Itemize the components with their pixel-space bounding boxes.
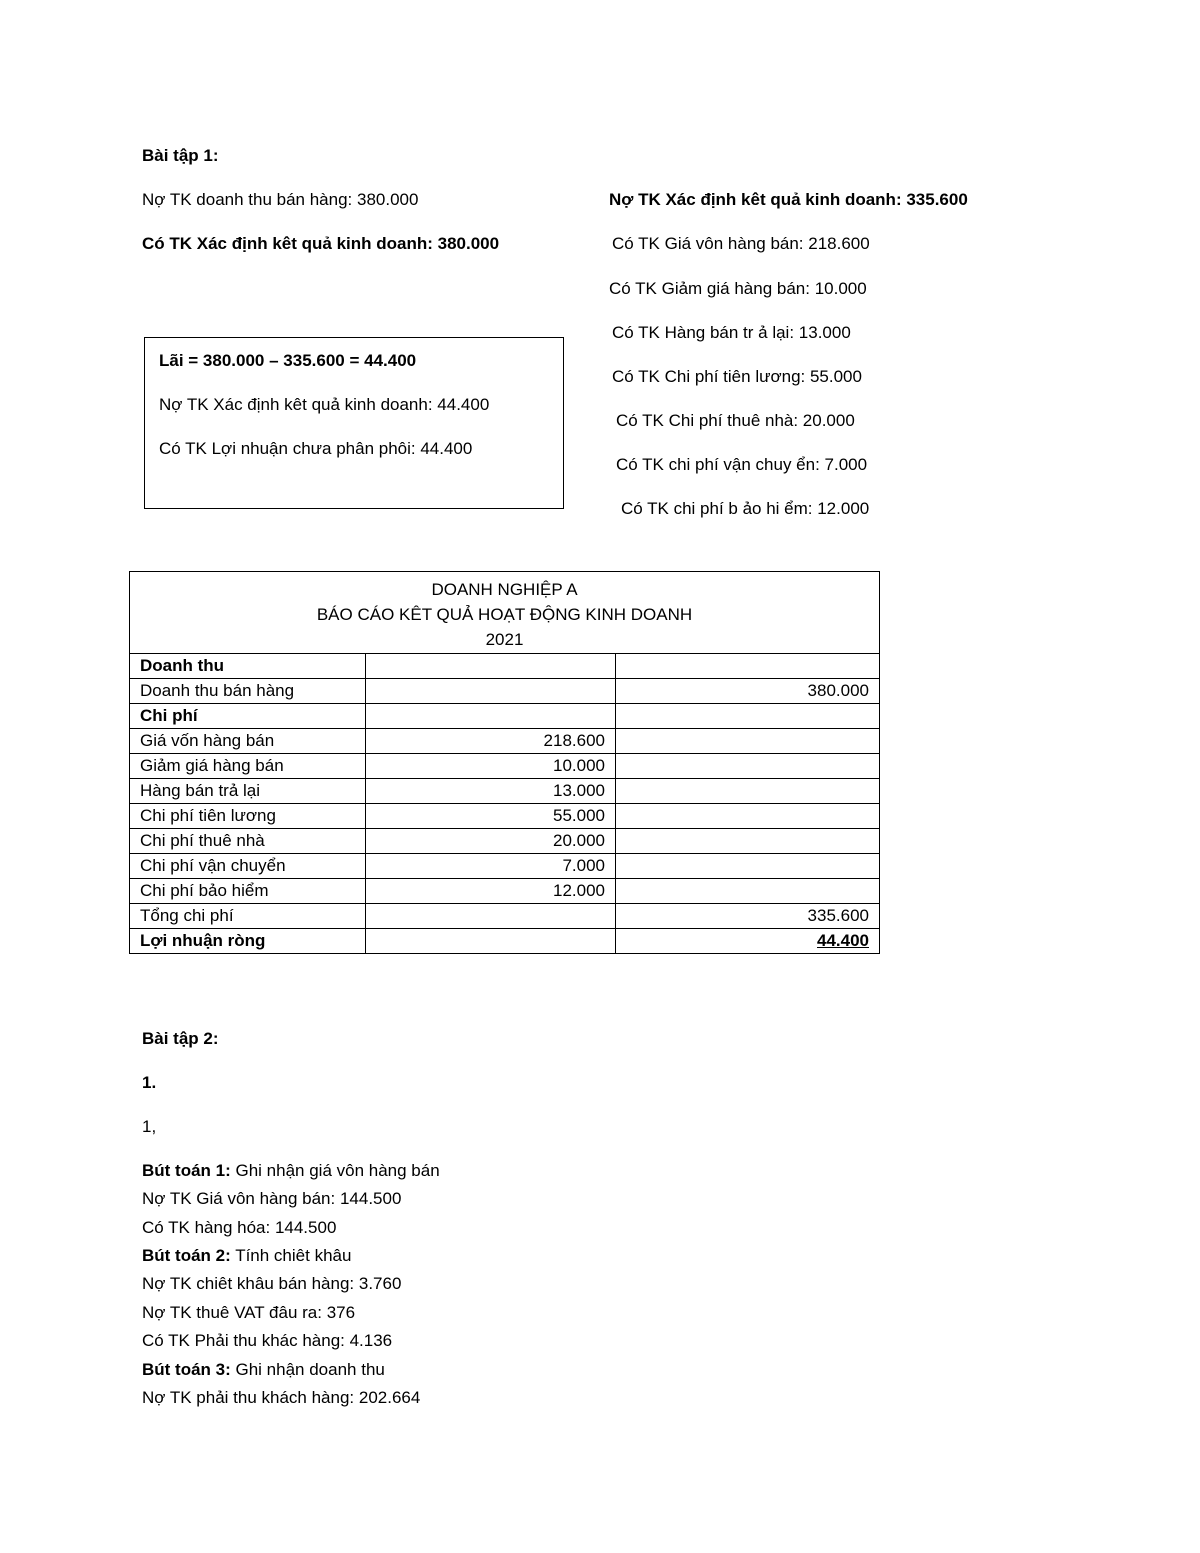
ex1-right-credit-4: Có TK Chi phí tiên lương: 55.000	[612, 367, 862, 386]
entry-3-line	[142, 1360, 385, 1380]
income-statement-table	[129, 571, 880, 954]
report-row-detail-text: 10.000	[553, 756, 605, 775]
report-row-label	[130, 804, 366, 829]
report-year: 2021	[485, 630, 524, 649]
report-row	[130, 804, 880, 829]
report-row-label	[130, 854, 366, 879]
profit-box-line-3: Có TK Lợi nhuận chưa phân phôi: 44.400	[159, 439, 473, 458]
ex1-heading: Bài tập 1:	[142, 146, 219, 165]
ex1-right-credit-1: Có TK Giá vôn hàng bán: 218.600	[612, 234, 870, 253]
report-row-label-text: Chi phí bảo hiểm	[140, 881, 269, 900]
report-row	[130, 704, 880, 729]
entry-2-debit-1: Nợ TK chiêt khâu bán hàng: 3.760	[142, 1274, 402, 1293]
report-row-label	[130, 704, 366, 729]
ex2-number-plain: 1,	[142, 1117, 157, 1136]
report-row-label-text: Doanh thu	[140, 656, 225, 675]
ex2-heading: Bài tập 2:	[142, 1029, 219, 1048]
ex2-number-bold: 1.	[142, 1073, 157, 1092]
entry-2-text: Tính chiêt khâu	[230, 1246, 352, 1265]
report-row	[130, 829, 880, 854]
report-row-label	[130, 929, 366, 954]
report-row	[130, 729, 880, 754]
report-row-total	[616, 904, 880, 929]
report-row	[130, 679, 880, 704]
entry-1-line	[142, 1161, 440, 1181]
profit-box-line-1: Lãi = 380.000 – 335.600 = 44.400	[159, 351, 417, 370]
ex1-right-credit-7: Có TK chi phí b ảo hi ểm: 12.000	[621, 499, 870, 518]
report-row-detail-text: 55.000	[553, 806, 605, 825]
ex1-left-debit: Nợ TK doanh thu bán hàng: 380.000	[142, 190, 419, 209]
ex1-left-credit: Có TK Xác định kêt quả kinh doanh: 380.000	[142, 234, 500, 253]
ex1-right-debit: Nợ TK Xác định kêt quả kinh doanh: 335.600	[609, 190, 968, 209]
report-row-total	[616, 879, 880, 904]
report-row-detail	[366, 879, 616, 904]
report-row-total	[616, 804, 880, 829]
report-row	[130, 754, 880, 779]
report-row-label-text: Tổng chi phí	[140, 906, 234, 925]
report-title: BÁO CÁO KÊT QUẢ HOẠT ĐỘNG KINH DOANH	[316, 605, 693, 624]
report-row-total	[616, 829, 880, 854]
report-row	[130, 654, 880, 679]
report-row-label-text: Chi phí tiên lương	[140, 806, 276, 825]
ex1-right-credit-2: Có TK Giảm giá hàng bán: 10.000	[609, 279, 867, 298]
entry-3-text: Ghi nhận doanh thu	[230, 1360, 385, 1379]
report-row-label-text: Giảm giá hàng bán	[140, 756, 284, 775]
report-row-label-text: Giá vốn hàng bán	[140, 731, 275, 750]
report-row-total-text: 380.000	[807, 681, 869, 700]
report-row-detail-text: 20.000	[553, 831, 605, 850]
entry-1-label: Bút toán 1:	[142, 1161, 231, 1180]
report-row-total-text: 335.600	[807, 906, 869, 925]
report-row	[130, 929, 880, 954]
report-row-total	[616, 854, 880, 879]
ex1-right-credit-3: Có TK Hàng bán tr ả lại: 13.000	[612, 323, 851, 342]
entry-2-credit: Có TK Phải thu khác hàng: 4.136	[142, 1331, 393, 1350]
report-row-detail	[366, 829, 616, 854]
report-row-label-text: Hàng bán trả lại	[140, 781, 261, 800]
report-row-detail	[366, 904, 616, 929]
report-row-label	[130, 879, 366, 904]
ex1-right-credit-6: Có TK chi phí vận chuy ển: 7.000	[616, 455, 868, 474]
report-row	[130, 904, 880, 929]
report-row-detail	[366, 929, 616, 954]
report-row-detail	[366, 804, 616, 829]
report-row	[130, 854, 880, 879]
report-row-total-text: 44.400	[817, 931, 869, 950]
report-row-detail-text: 12.000	[553, 881, 605, 900]
report-row-total	[616, 729, 880, 754]
report-row-label	[130, 829, 366, 854]
report-row-label	[130, 779, 366, 804]
entry-1-credit: Có TK hàng hóa: 144.500	[142, 1218, 337, 1237]
report-row-label-text: Chi phí vận chuyển	[140, 856, 286, 875]
profit-box-line-2: Nợ TK Xác định kêt quả kinh doanh: 44.400	[159, 395, 490, 414]
report-row-detail	[366, 779, 616, 804]
report-row-total	[616, 779, 880, 804]
report-row-label-text: Chi phí	[140, 706, 198, 725]
report-row-label	[130, 654, 366, 679]
report-row-total	[616, 929, 880, 954]
entry-3-debit: Nợ TK phải thu khách hàng: 202.664	[142, 1388, 421, 1407]
report-row-label-text: Lợi nhuận ròng	[140, 931, 266, 950]
report-row-label	[130, 754, 366, 779]
report-row-detail	[366, 654, 616, 679]
entry-1-debit: Nợ TK Giá vôn hàng bán: 144.500	[142, 1189, 402, 1208]
report-row-detail	[366, 704, 616, 729]
ex1-right-credit-5: Có TK Chi phí thuê nhà: 20.000	[616, 411, 855, 430]
report-row-label	[130, 679, 366, 704]
entry-3-label: Bút toán 3:	[142, 1360, 231, 1379]
report-row-detail	[366, 754, 616, 779]
entry-2-label: Bút toán 2:	[142, 1246, 231, 1265]
report-row-detail-text: 218.600	[543, 731, 605, 750]
report-row-detail-text: 7.000	[562, 856, 605, 875]
entry-2-debit-2: Nợ TK thuê VAT đâu ra: 376	[142, 1303, 356, 1322]
report-company: DOANH NGHIỆP A	[431, 580, 578, 599]
report-row-label	[130, 729, 366, 754]
entry-2-line	[142, 1246, 351, 1266]
report-row-label	[130, 904, 366, 929]
report-row-detail-text: 13.000	[553, 781, 605, 800]
report-row-total	[616, 679, 880, 704]
report-row-label-text: Chi phí thuê nhà	[140, 831, 265, 850]
report-row-total	[616, 654, 880, 679]
report-row-detail	[366, 854, 616, 879]
report-row	[130, 879, 880, 904]
report-row-detail	[366, 729, 616, 754]
report-row-total	[616, 704, 880, 729]
report-row-label-text: Doanh thu bán hàng	[140, 681, 295, 700]
report-row-detail	[366, 679, 616, 704]
entry-1-text: Ghi nhận giá vôn hàng bán	[230, 1161, 440, 1180]
report-row-total	[616, 754, 880, 779]
report-header	[130, 572, 880, 654]
report-row	[130, 779, 880, 804]
